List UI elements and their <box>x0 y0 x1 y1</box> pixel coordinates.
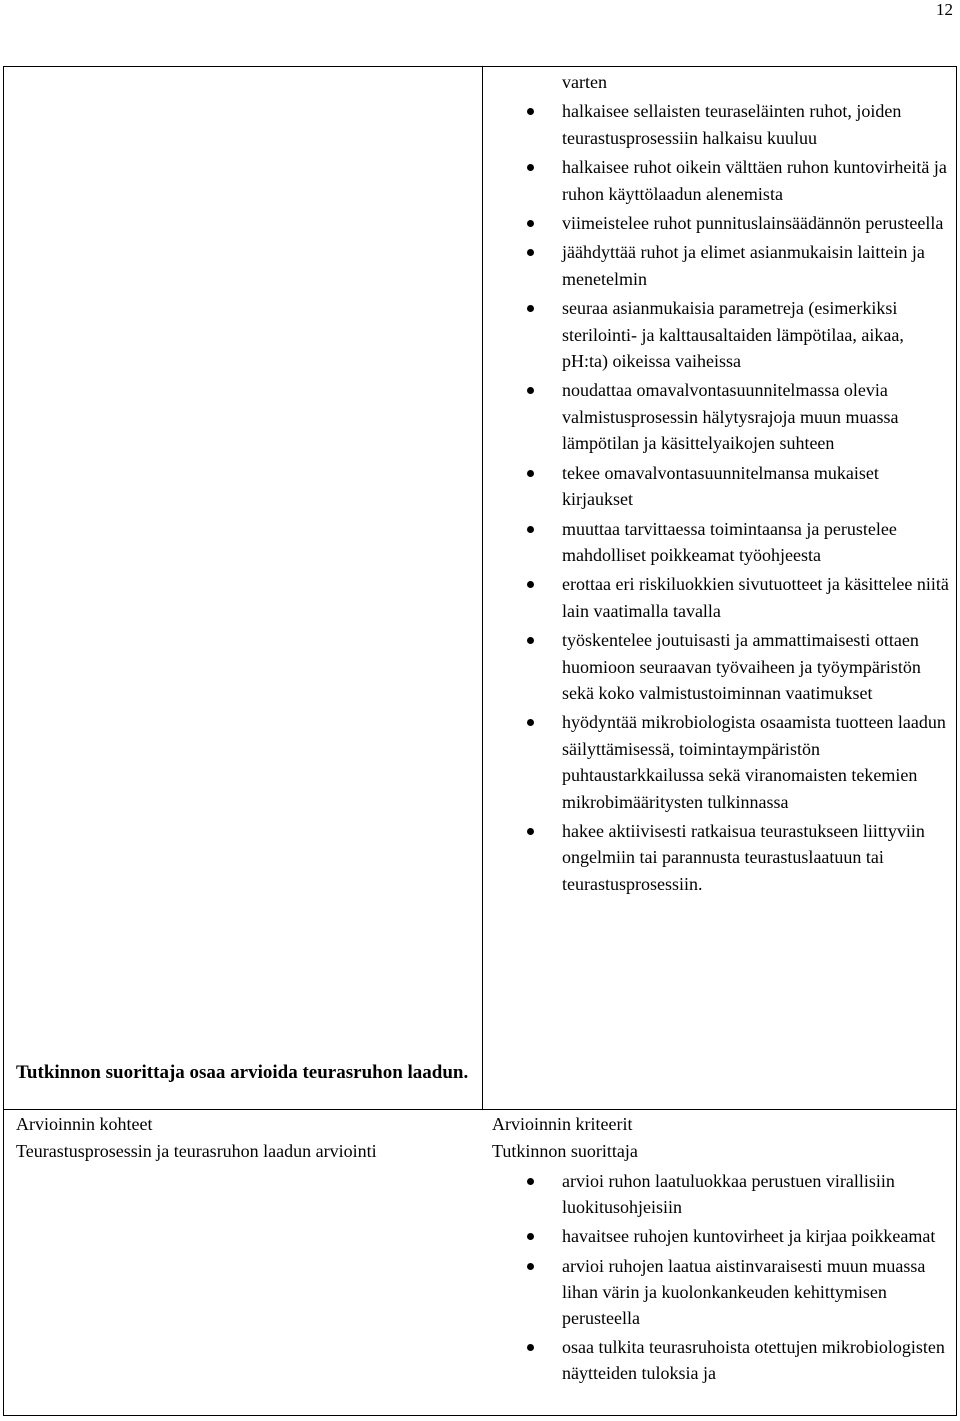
section-heading: Tutkinnon suorittaja osaa arvioida teurasruhon laadun. <box>16 1062 469 1083</box>
list-item: halkaisee ruhot oikein välttäen ruhon kuntovirheitä ja ruhon käyttölaadun alenemista <box>562 154 952 207</box>
list-item: noudattaa omavalvontasuunnitelmassa olevia valmistusprosessin hälytysrajoja muun muassa lämpötilan ja käsittelyaikojen suhteen <box>562 377 952 456</box>
criteria-intro: Tutkinnon suorittaja <box>492 1141 638 1161</box>
list-item: arvioi ruhojen laatua aistinvaraisesti muun muassa lihan värin ja kuolonkankeuden kehittymisen perusteella <box>562 1253 952 1332</box>
assessment-target: Teurastusprosessin ja teurasruhon laadun arviointi <box>16 1141 377 1161</box>
bullet-icon <box>527 1233 534 1240</box>
bullet-icon <box>527 164 534 171</box>
criteria-table <box>3 66 957 1416</box>
bullet-icon <box>527 637 534 644</box>
list-item: työskentelee joutuisasti ja ammattimaisesti ottaen huomioon seuraavan työvaiheen ja työympäristön sekä koko valmistustoiminnan vaatimukset <box>562 627 952 706</box>
assessment-criteria-column <box>492 1111 952 1390</box>
row-divider <box>4 1109 956 1110</box>
bullet-icon <box>527 1178 534 1185</box>
upper-criteria-column <box>562 67 952 900</box>
bullet-icon <box>527 220 534 227</box>
column-divider <box>482 67 483 1109</box>
bullet-icon <box>527 581 534 588</box>
targets-header: Arvioinnin kohteet <box>16 1114 153 1134</box>
bullet-icon <box>527 719 534 726</box>
list-item: havaitsee ruhojen kuntovirheet ja kirjaa poikkeamat <box>562 1223 952 1249</box>
list-item: arvioi ruhon laatuluokkaa perustuen virallisiin luokitusohjeisiin <box>562 1168 952 1220</box>
bullet-icon <box>527 828 534 835</box>
assessment-targets-column <box>16 1111 476 1165</box>
list-item: osaa tulkita teurasruhoista otettujen mikrobiologisten näytteiden tuloksia ja <box>562 1334 952 1386</box>
continued-text: varten <box>562 72 607 92</box>
bullet-icon <box>527 249 534 256</box>
bullet-icon <box>527 1344 534 1351</box>
list-item: muuttaa tarvittaessa toimintaansa ja perustelee mahdolliset poikkeamat työohjeesta <box>562 516 952 569</box>
page-number: 12 <box>936 0 953 19</box>
bullet-icon <box>527 108 534 115</box>
list-item: viimeistelee ruhot punnituslainsäädännön perusteella <box>562 210 952 236</box>
upper-criteria-list <box>562 98 952 897</box>
list-item: tekee omavalvontasuunnitelmansa mukaiset kirjaukset <box>562 460 952 513</box>
list-item: halkaisee sellaisten teuraseläinten ruhot, joiden teurastusprosessiin halkaisu kuuluu <box>562 98 952 151</box>
bullet-icon <box>527 387 534 394</box>
bullet-icon <box>527 1263 534 1270</box>
criteria-header: Arvioinnin kriteerit <box>492 1114 633 1134</box>
bullet-icon <box>527 470 534 477</box>
list-item: erottaa eri riskiluokkien sivutuotteet ja käsittelee niitä lain vaatimalla tavalla <box>562 571 952 624</box>
list-item: jäähdyttää ruhot ja elimet asianmukaisin laittein ja menetelmin <box>562 239 952 292</box>
list-item: hakee aktiivisesti ratkaisua teurastukseen liittyviin ongelmiin tai parannusta teurastuslaatuun tai teurastusprosessiin. <box>562 818 952 897</box>
list-item: seuraa asianmukaisia parametreja (esimerkiksi sterilointi- ja kalttausaltaiden lämpötilaa, aikaa, pH:ta) oikeissa vaiheissa <box>562 295 952 374</box>
bullet-icon <box>527 526 534 533</box>
bullet-icon <box>527 305 534 312</box>
assessment-criteria-list <box>562 1168 952 1387</box>
list-item: hyödyntää mikrobiologista osaamista tuotteen laadun säilyttämisessä, toimintaympäristön puhtaustarkkailussa sekä viranomaisten tekemien mikrobimääritysten tulkinnassa <box>562 709 952 815</box>
